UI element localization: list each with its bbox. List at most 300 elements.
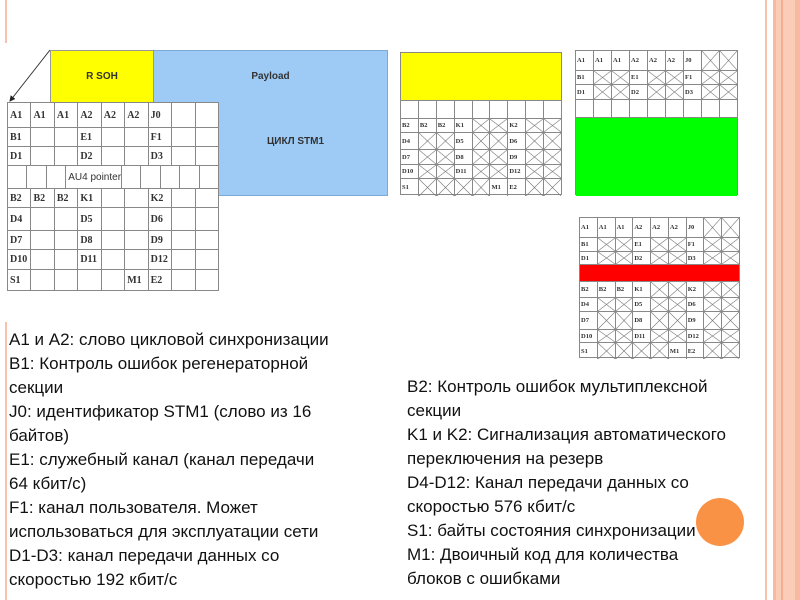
unused-byte-cell <box>436 165 454 178</box>
byte-cell <box>171 189 194 207</box>
unused-byte-cell <box>650 343 668 359</box>
byte-cell: E2 <box>148 270 171 291</box>
byte-cell <box>195 208 218 230</box>
byte-cell: B2 <box>402 122 410 129</box>
byte-cell: M1 <box>668 343 686 359</box>
legend-line: B2: Контроль ошибок мультиплексной <box>407 377 708 396</box>
unused-byte-cell <box>489 133 507 149</box>
byte-cell: A2 <box>647 51 665 70</box>
unused-byte-cell <box>543 165 561 178</box>
pointer-highlight-grid <box>579 217 740 358</box>
rsoh-label: R SOH <box>86 71 118 82</box>
unused-byte-cell <box>721 282 739 297</box>
byte-cell <box>171 103 194 127</box>
byte-cell: B2 <box>615 282 633 297</box>
unused-byte-cell <box>650 282 668 297</box>
unused-byte-cell <box>721 298 739 311</box>
unused-byte-cell <box>597 252 615 264</box>
left-stripe-bottom <box>5 322 7 600</box>
unused-byte-cell <box>650 238 668 251</box>
cycle-label: ЦИКЛ STM1 <box>266 136 325 147</box>
grid-row <box>401 118 561 132</box>
highlight-band <box>576 117 737 196</box>
byte-cell <box>77 270 100 291</box>
byte-cell: D6 <box>686 298 704 311</box>
byte-cell <box>436 101 454 118</box>
byte-cell: A2 <box>77 103 100 127</box>
unused-byte-cell <box>668 330 686 342</box>
byte-cell: S1 <box>10 275 21 286</box>
unused-byte-cell <box>418 133 436 149</box>
byte-cell <box>665 100 683 117</box>
byte-cell: K1 <box>77 189 100 207</box>
unused-byte-cell <box>668 252 686 264</box>
byte-cell: D1 <box>10 150 23 162</box>
unused-byte-cell <box>703 238 721 251</box>
byte-cell <box>140 166 159 188</box>
byte-cell: B2 <box>10 192 22 204</box>
grid-row <box>576 84 737 99</box>
legend-line: байтов) <box>9 426 70 445</box>
unused-byte-cell <box>703 343 721 359</box>
byte-cell: A1 <box>577 57 585 64</box>
byte-cell <box>124 128 147 146</box>
byte-cell <box>576 100 593 117</box>
byte-cell <box>489 101 507 118</box>
byte-cell: D8 <box>77 231 100 249</box>
byte-cell <box>54 147 77 165</box>
grid-row <box>401 149 561 164</box>
byte-cell <box>171 147 194 165</box>
byte-cell: J0 <box>148 103 171 127</box>
byte-cell <box>46 166 65 188</box>
byte-cell: A2 <box>124 103 147 127</box>
byte-cell <box>195 189 218 207</box>
byte-cell <box>30 250 53 269</box>
legend-line: секции <box>9 378 64 397</box>
byte-cell: D11 <box>77 250 100 269</box>
byte-cell: B2 <box>581 286 589 293</box>
byte-cell <box>54 270 77 291</box>
byte-cell: D12 <box>686 330 704 342</box>
unused-byte-cell <box>615 238 633 251</box>
byte-cell: B2 <box>436 119 454 132</box>
unused-byte-cell <box>489 165 507 178</box>
byte-cell <box>101 250 124 269</box>
unused-byte-cell <box>721 252 739 264</box>
unused-byte-cell <box>436 179 454 196</box>
byte-cell <box>525 101 543 118</box>
byte-cell: J0 <box>686 218 704 237</box>
byte-cell <box>124 208 147 230</box>
byte-cell: A1 <box>54 103 77 127</box>
legend-left <box>9 328 329 592</box>
left-stripe-top <box>5 0 7 43</box>
legend-line: M1: Двоичный код для количества <box>407 545 679 564</box>
byte-cell: A1 <box>30 103 53 127</box>
byte-cell <box>121 166 140 188</box>
byte-cell: D11 <box>454 165 472 178</box>
byte-cell <box>30 208 53 230</box>
byte-cell <box>719 100 737 117</box>
byte-cell: D10 <box>402 168 414 175</box>
byte-cell: B2 <box>30 189 53 207</box>
stm1-overhead-grid <box>7 102 219 291</box>
legend-line: A1 и A2: слово цикловой синхронизации <box>9 330 329 349</box>
unused-byte-cell <box>647 85 665 99</box>
byte-cell <box>401 101 418 118</box>
byte-cell: D8 <box>454 150 472 164</box>
grid-row <box>401 178 561 196</box>
unused-byte-cell <box>703 312 721 329</box>
byte-cell <box>629 100 647 117</box>
byte-cell: K2 <box>507 119 525 132</box>
byte-cell <box>101 270 124 291</box>
grid-row <box>401 164 561 178</box>
byte-cell: D10 <box>10 254 28 265</box>
byte-cell <box>54 128 77 146</box>
legend-line: блоков с ошибками <box>407 569 561 588</box>
unused-byte-cell <box>597 238 615 251</box>
accent-circle <box>696 498 744 546</box>
byte-cell <box>101 147 124 165</box>
byte-cell <box>160 166 179 188</box>
byte-cell: D3 <box>148 147 171 165</box>
byte-cell <box>101 208 124 230</box>
byte-cell <box>647 100 665 117</box>
unused-byte-cell <box>472 133 490 149</box>
byte-cell <box>195 103 218 127</box>
byte-cell: D7 <box>581 317 589 324</box>
byte-cell: D9 <box>148 231 171 249</box>
grid-row <box>580 281 739 297</box>
unused-byte-cell <box>454 179 472 196</box>
byte-cell: D9 <box>507 150 525 164</box>
legend-line: K1 и K2: Сигнализация автоматического <box>407 425 727 444</box>
byte-cell: D1 <box>581 254 589 262</box>
byte-cell <box>30 231 53 249</box>
legend-line: переключения на резерв <box>407 449 604 468</box>
unused-byte-cell <box>703 252 721 264</box>
byte-cell: K2 <box>148 189 171 207</box>
byte-cell: A1 <box>611 51 629 70</box>
byte-cell: F1 <box>683 71 701 84</box>
grid-row <box>580 237 739 251</box>
grid-row <box>8 188 218 207</box>
legend-line: скоростью 576 кбит/с <box>407 497 576 516</box>
unused-byte-cell <box>543 119 561 132</box>
byte-cell: D12 <box>148 250 171 269</box>
byte-cell: A2 <box>629 51 647 70</box>
byte-cell: AU4 pointer <box>65 166 121 188</box>
grid-row <box>8 146 218 165</box>
grid-row <box>8 249 218 269</box>
highlight-band <box>401 53 561 100</box>
unused-byte-cell <box>703 298 721 311</box>
byte-cell: D11 <box>632 330 650 342</box>
grid-row <box>8 269 218 291</box>
byte-cell: D6 <box>148 208 171 230</box>
grid-row <box>580 297 739 311</box>
unused-byte-cell <box>719 71 737 84</box>
unused-byte-cell <box>701 71 719 84</box>
legend-line: S1: байты состояния синхронизации <box>407 521 696 540</box>
highlight-band <box>580 264 739 281</box>
unused-byte-cell <box>721 330 739 342</box>
byte-cell <box>124 147 147 165</box>
unused-byte-cell <box>489 119 507 132</box>
grid-row <box>8 207 218 230</box>
unused-byte-cell <box>615 330 633 342</box>
unused-byte-cell <box>701 85 719 99</box>
byte-cell <box>26 166 45 188</box>
byte-cell: B1 <box>10 131 22 143</box>
grid-row <box>401 100 561 118</box>
legend-right <box>407 375 726 591</box>
unused-byte-cell <box>418 179 436 196</box>
grid-row <box>8 103 218 127</box>
byte-cell <box>472 101 490 118</box>
byte-cell: D3 <box>686 252 704 264</box>
unused-byte-cell <box>525 119 543 132</box>
byte-cell: K1 <box>632 282 650 297</box>
unused-byte-cell <box>668 312 686 329</box>
byte-cell: D5 <box>632 298 650 311</box>
unused-byte-cell <box>525 133 543 149</box>
byte-cell: E1 <box>629 71 647 84</box>
unused-byte-cell <box>665 85 683 99</box>
byte-cell: A1 <box>10 109 23 121</box>
byte-cell: F1 <box>686 238 704 251</box>
legend-line: использоваться для эксплуатации сети <box>9 522 319 541</box>
grid-row <box>576 70 737 84</box>
byte-cell: K2 <box>686 282 704 297</box>
unused-byte-cell <box>593 71 611 84</box>
unused-byte-cell <box>701 51 719 70</box>
byte-cell <box>195 147 218 165</box>
byte-cell: F1 <box>148 128 171 146</box>
byte-cell: B1 <box>581 241 589 248</box>
byte-cell: A1 <box>581 224 589 231</box>
grid-row <box>8 127 218 146</box>
msoh-highlight-grid <box>400 52 562 195</box>
unused-byte-cell <box>597 343 615 359</box>
unused-byte-cell <box>719 85 737 99</box>
byte-cell <box>124 231 147 249</box>
byte-cell <box>124 189 147 207</box>
unused-byte-cell <box>418 165 436 178</box>
byte-cell <box>543 101 561 118</box>
unused-byte-cell <box>668 282 686 297</box>
byte-cell: D3 <box>683 85 701 99</box>
byte-cell: B2 <box>54 189 77 207</box>
byte-cell: J0 <box>683 51 701 70</box>
unused-byte-cell <box>650 312 668 329</box>
unused-byte-cell <box>703 282 721 297</box>
byte-cell <box>171 231 194 249</box>
byte-cell: A2 <box>665 51 683 70</box>
byte-cell <box>507 101 525 118</box>
unused-byte-cell <box>721 312 739 329</box>
unused-byte-cell <box>418 150 436 164</box>
byte-cell <box>124 250 147 269</box>
unused-byte-cell <box>721 218 739 237</box>
byte-cell: E2 <box>686 343 704 359</box>
grid-row <box>580 329 739 342</box>
unused-byte-cell <box>650 298 668 311</box>
byte-cell <box>454 101 472 118</box>
unused-byte-cell <box>472 165 490 178</box>
grid-row <box>580 251 739 264</box>
grid-row <box>580 311 739 329</box>
byte-cell: M1 <box>124 270 147 291</box>
legend-line: B1: Контроль ошибок регенераторной <box>9 354 309 373</box>
payload-label: Payload <box>251 71 290 82</box>
byte-cell <box>179 166 198 188</box>
unused-byte-cell <box>611 71 629 84</box>
byte-cell <box>195 250 218 269</box>
byte-cell: A1 <box>615 218 633 237</box>
byte-cell <box>171 208 194 230</box>
byte-cell: D12 <box>507 165 525 178</box>
byte-cell: A1 <box>593 51 611 70</box>
byte-cell: D4 <box>10 213 23 225</box>
unused-byte-cell <box>472 150 490 164</box>
byte-cell <box>30 128 53 146</box>
unused-byte-cell <box>615 252 633 264</box>
byte-cell: A2 <box>632 218 650 237</box>
byte-cell: K1 <box>454 119 472 132</box>
byte-cell: S1 <box>581 347 588 355</box>
legend-line: D4-D12: Канал передачи данных со <box>407 473 689 492</box>
byte-cell <box>611 100 629 117</box>
right-stripe-thin <box>765 0 767 600</box>
unused-byte-cell <box>721 238 739 251</box>
byte-cell: D7 <box>10 234 23 246</box>
unused-byte-cell <box>525 165 543 178</box>
byte-cell: B2 <box>418 119 436 132</box>
right-stripe-band <box>773 0 800 600</box>
legend-line: 64 кбит/с) <box>9 474 87 493</box>
unused-byte-cell <box>703 218 721 237</box>
byte-cell: D4 <box>402 137 410 145</box>
unused-byte-cell <box>615 298 633 311</box>
grid-row <box>580 342 739 359</box>
unused-byte-cell <box>632 343 650 359</box>
unused-byte-cell <box>543 150 561 164</box>
grid-row <box>8 165 218 188</box>
byte-cell: A2 <box>650 218 668 237</box>
legend-line: скоростью 192 кбит/с <box>9 570 178 589</box>
byte-cell <box>701 100 719 117</box>
unused-byte-cell <box>543 133 561 149</box>
unused-byte-cell <box>650 252 668 264</box>
byte-cell: D1 <box>577 88 585 96</box>
grid-row <box>8 230 218 249</box>
byte-cell <box>8 166 26 188</box>
byte-cell <box>54 250 77 269</box>
byte-cell <box>683 100 701 117</box>
unused-byte-cell <box>668 298 686 311</box>
grid-row <box>580 218 739 237</box>
legend-line: E1: служебный канал (канал передачи <box>9 450 315 469</box>
byte-cell: D7 <box>402 153 410 161</box>
legend-line: J0: идентификатор STM1 (слово из 16 <box>9 402 312 421</box>
unused-byte-cell <box>647 71 665 84</box>
unused-byte-cell <box>611 85 629 99</box>
unused-byte-cell <box>472 119 490 132</box>
unused-byte-cell <box>668 238 686 251</box>
byte-cell <box>54 231 77 249</box>
byte-cell <box>101 128 124 146</box>
byte-cell: D10 <box>581 332 593 340</box>
unused-byte-cell <box>472 179 490 196</box>
byte-cell: D4 <box>581 301 589 308</box>
byte-cell: B2 <box>597 282 615 297</box>
byte-cell: D2 <box>632 252 650 264</box>
byte-cell: D2 <box>629 85 647 99</box>
byte-cell: S1 <box>402 184 409 191</box>
rsoh-block <box>50 50 154 103</box>
byte-cell: M1 <box>489 179 507 196</box>
byte-cell: A2 <box>101 103 124 127</box>
legend-line: D1-D3: канал передачи данных со <box>9 546 280 565</box>
byte-cell: E2 <box>507 179 525 196</box>
unused-byte-cell <box>615 312 633 329</box>
byte-cell: D6 <box>507 133 525 149</box>
grid-row <box>576 51 737 70</box>
byte-cell <box>199 166 218 188</box>
unused-byte-cell <box>615 343 633 359</box>
unused-byte-cell <box>525 150 543 164</box>
unused-byte-cell <box>597 298 615 311</box>
byte-cell: D2 <box>77 147 100 165</box>
unused-byte-cell <box>593 85 611 99</box>
unused-byte-cell <box>703 330 721 342</box>
unused-byte-cell <box>436 150 454 164</box>
unused-byte-cell <box>489 150 507 164</box>
legend-line: F1: канал пользователя. Может <box>9 498 258 517</box>
byte-cell: D5 <box>77 208 100 230</box>
unused-byte-cell <box>543 179 561 196</box>
byte-cell: A1 <box>597 218 615 237</box>
byte-cell <box>593 100 611 117</box>
byte-cell <box>195 231 218 249</box>
byte-cell <box>30 270 53 291</box>
byte-cell <box>195 128 218 146</box>
byte-cell <box>171 128 194 146</box>
byte-cell <box>54 208 77 230</box>
unused-byte-cell <box>665 71 683 84</box>
byte-cell <box>171 270 194 291</box>
legend-line: секции <box>407 401 462 420</box>
unused-byte-cell <box>597 312 615 329</box>
rsoh-highlight-grid <box>575 50 738 195</box>
byte-cell: D8 <box>632 312 650 329</box>
byte-cell: D9 <box>686 312 704 329</box>
unused-byte-cell <box>525 179 543 196</box>
byte-cell <box>195 270 218 291</box>
byte-cell: D5 <box>454 133 472 149</box>
byte-cell <box>418 101 436 118</box>
unused-byte-cell <box>650 330 668 342</box>
unused-byte-cell <box>719 51 737 70</box>
byte-cell: A2 <box>668 218 686 237</box>
unused-byte-cell <box>597 330 615 342</box>
byte-cell: E1 <box>77 128 100 146</box>
byte-cell: B1 <box>577 74 585 81</box>
byte-cell <box>101 231 124 249</box>
